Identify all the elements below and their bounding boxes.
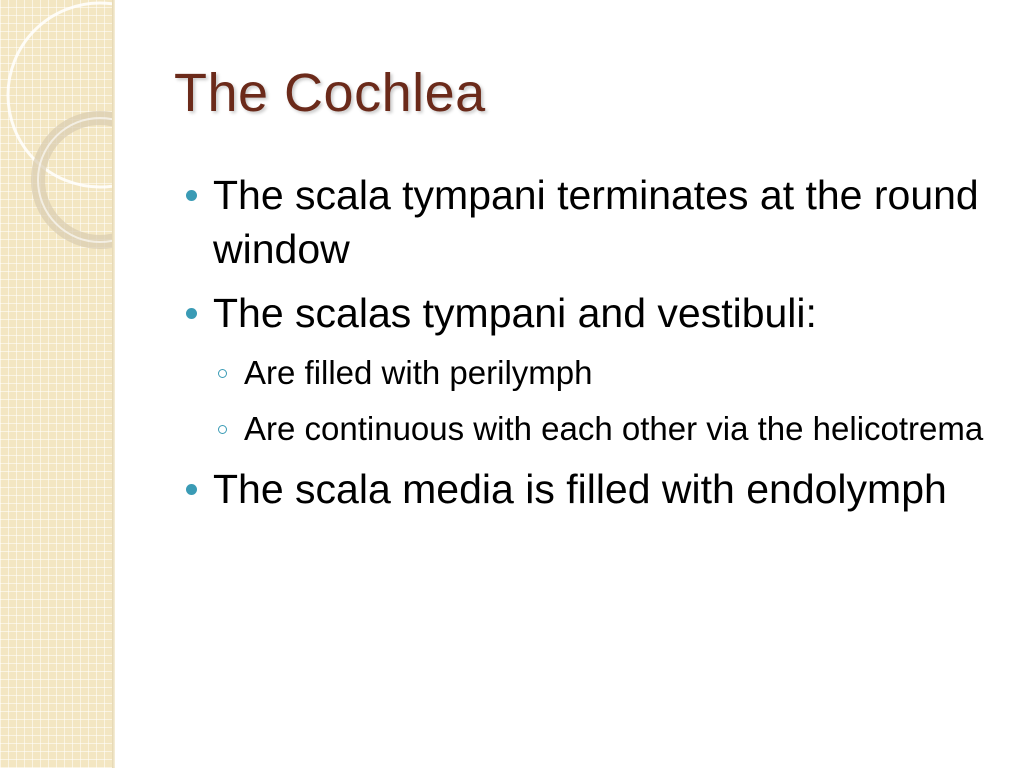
decorative-rings (0, 0, 112, 768)
sub-bullet-item (186, 406, 986, 452)
bullet-dot-icon (186, 484, 197, 495)
bullet-text: The scala media is filled with endolymph (213, 466, 947, 512)
bullet-item (186, 168, 986, 276)
bullet-item (186, 286, 986, 340)
decorative-side-panel (0, 0, 112, 768)
sub-bullet-text: Are continuous with each other via the helicotrema (244, 410, 984, 447)
slide-content (186, 168, 986, 526)
bullet-dot-icon (186, 190, 197, 201)
sub-bullet-item (186, 350, 986, 396)
side-panel-edge (112, 0, 115, 768)
sub-bullet-ring-icon (218, 369, 227, 378)
bullet-dot-icon (186, 308, 197, 319)
sub-bullet-ring-icon (218, 425, 227, 434)
bullet-item (186, 462, 986, 516)
bullet-text: The scalas tympani and vestibuli: (213, 290, 817, 336)
sub-bullet-text: Are filled with perilymph (244, 354, 593, 391)
bullet-text: The scala tympani terminates at the round window (213, 172, 979, 272)
slide-title: The Cochlea (174, 63, 486, 123)
